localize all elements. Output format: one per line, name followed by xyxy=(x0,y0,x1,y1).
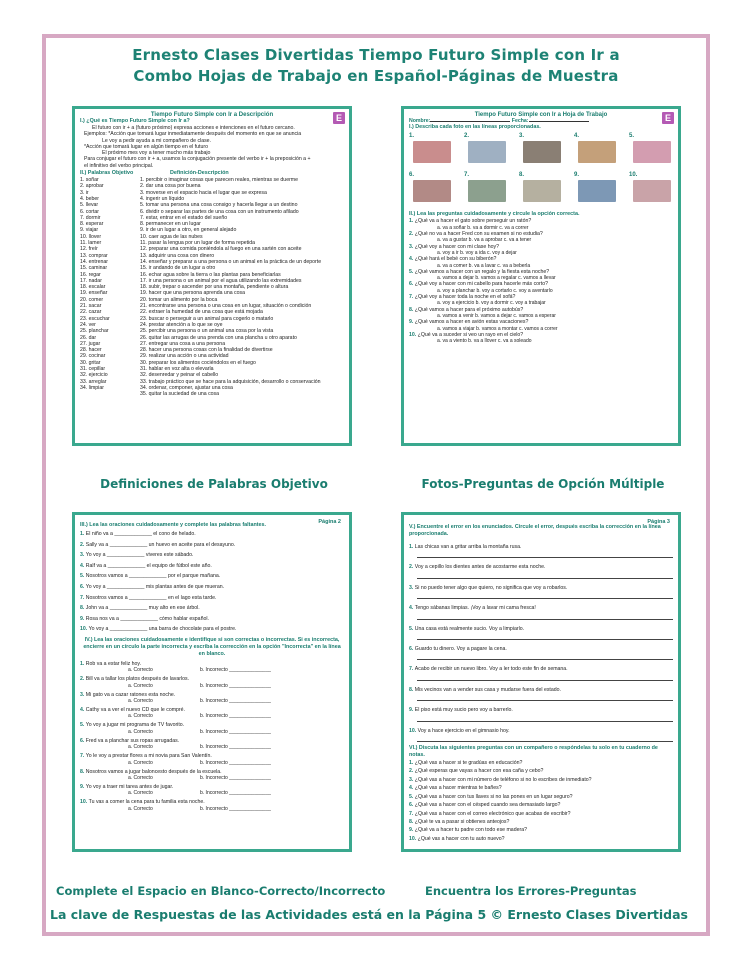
page-number: Página 2 xyxy=(318,519,341,525)
discussion-question: 4. ¿Qué vas a hacer mientras te bañes? xyxy=(409,785,502,792)
target-word: 32. ejercicio xyxy=(80,372,108,379)
error-sentence: 1. Las chicas van a gritar arriba la montaña rusa. xyxy=(409,544,522,550)
card4-section5: V.) Encuentre el error en los enunciados. Circule el error, después escriba la corrección en la línea proporcionada. xyxy=(409,524,661,537)
question: 1. ¿Qué va a hacer el gato sobre perseguir un ratón? xyxy=(409,218,532,225)
intro-line: Le voy a pedir ayuda a mi compañero de clase. xyxy=(102,137,212,144)
card2-section1: I.) Describa cada foto en las líneas proporcionadas. xyxy=(409,124,541,131)
correct-option: a. Correcto xyxy=(128,728,153,735)
photo-number: 10. xyxy=(629,172,638,179)
tf-options xyxy=(80,713,344,719)
tf-sentence: 2. Bill va a tallar los platos después de lavarlos. xyxy=(80,676,190,683)
card2-header: Tiempo Futuro Simple con Ir a Hoja de Trabajo xyxy=(474,112,608,118)
fill-sentence: 2. Sally va a _____________ un huevo en aceite para el desayuno. xyxy=(80,541,236,548)
definition: 25. percibir una persona o un animal una cosa por la vista xyxy=(140,328,274,335)
incorrect-option: b. Incorrecto _______________ xyxy=(200,713,271,720)
question: 7. ¿Qué voy a hacer toda la noche en el sofá? xyxy=(409,293,516,300)
photo-item xyxy=(574,172,618,208)
tf-sentence: 5. Yo voy a jugar mi programa de TV favorito. xyxy=(80,722,185,729)
fill-sentence: 1. El niño va a _____________ el cono de helado. xyxy=(80,531,196,537)
discussion-question: 2. ¿Qué esperas que vayas a hacer con esa caña y cebo? xyxy=(409,768,544,775)
target-word: 27. jugar xyxy=(80,340,101,347)
target-word: 26. dar xyxy=(80,334,97,341)
target-word: 8. esperar xyxy=(80,221,104,228)
target-word: 28. hacer xyxy=(80,347,102,354)
photo-item xyxy=(409,133,453,169)
fill-sentence: 9. Rosa nos va a _____________ cómo hablar español. xyxy=(80,615,209,622)
incorrect-option: b. Incorrecto _______________ xyxy=(200,697,271,704)
definition: 26. quitar las arrugas de una prenda con una plancha u otro aparato xyxy=(140,334,297,341)
card1-header: Tiempo Futuro Simple con Ir a Descripción xyxy=(150,112,274,118)
photo-item xyxy=(629,133,673,169)
incorrect-option: b. Incorrecto _______________ xyxy=(200,774,271,781)
answer-options: a. voy a ejercicio b. voy a dormir c. voy a trabajar xyxy=(437,300,546,307)
photo-image xyxy=(578,141,616,163)
target-word: 14. entrenar xyxy=(80,258,108,265)
card1-intro xyxy=(80,125,344,169)
answer-line xyxy=(417,716,673,722)
answer-line xyxy=(417,573,673,579)
fill-sentence: 5. Nosotros vamos a _____________ por el parque mañana. xyxy=(80,573,221,580)
worksheet-fill-blank-preview xyxy=(72,512,352,852)
definition: 31. hablar en voz alta o elevarla xyxy=(140,365,214,372)
intro-line: Para conjugar el futuro con ir + a, usamos la conjugación presente del verbo ir + la preposición a + xyxy=(84,156,311,163)
answer-options: a. voy a ir b. voy a ida c. voy a dejar xyxy=(437,249,517,256)
tf-options xyxy=(80,760,344,766)
target-word: 6. cortar xyxy=(80,208,100,215)
page-title-line1: Ernesto Clases Divertidas Tiempo Futuro Simple con Ir a xyxy=(132,46,620,64)
photo-item xyxy=(464,133,508,169)
tf-options xyxy=(80,744,344,750)
nombre-label: Nombre: xyxy=(409,118,431,124)
photo-image xyxy=(523,141,561,163)
answer-line xyxy=(417,634,673,640)
target-word: 34. limpiar xyxy=(80,384,104,391)
error-sentence: 5. Una casa está realmente sucio. Voy a limpiarlo. xyxy=(409,625,525,632)
question: 6. ¿Qué voy a hacer con mi cabello para hacerle más corto? xyxy=(409,281,548,288)
answer-line xyxy=(417,593,673,599)
error-sentence: 9. El piso está muy sucio pero voy a barrerlo. xyxy=(409,707,513,714)
photo-number: 5. xyxy=(629,133,635,140)
photo-image xyxy=(523,180,561,202)
card1-section2-left: II.) Palabras Objetivo xyxy=(80,170,134,177)
caption-definitions: Definiciones de Palabras Objetivo xyxy=(100,477,328,491)
card3-section3: III.) Lea las oraciones cuidadosamente y complete las palabras faltantes. xyxy=(80,522,267,528)
brand-logo-icon: E xyxy=(662,112,674,124)
fill-sentence: 8. John va a _____________ muy alto en ese árbol. xyxy=(80,605,200,612)
target-word: 24. ver xyxy=(80,321,96,328)
definition: 13. adquirir una cosa con dinero xyxy=(140,252,215,259)
photo-item xyxy=(409,172,453,208)
answer-line xyxy=(417,654,673,660)
discussion-question: 5. ¿Qué vas a hacer con tus llaves si no las pones en un lugar seguro? xyxy=(409,793,573,800)
tf-sentence: 8. Nosotros vamos a jugar baloncesto después de la escuela. xyxy=(80,768,222,775)
error-sentence: 4. Tengo sábanas limpias. ¡Voy a lavar mi cama fresca! xyxy=(409,605,536,612)
target-word: 19. enseñar xyxy=(80,290,108,297)
photo-image xyxy=(468,180,506,202)
tf-options xyxy=(80,775,344,781)
intro-line: el infinitivo del verbo principal. xyxy=(84,162,154,169)
page-number: Página 3 xyxy=(647,519,670,525)
photo-image xyxy=(413,141,451,163)
photo-image xyxy=(633,180,671,202)
discussion-question: 10. ¿Qué vas a hacer con tu auto nuevo? xyxy=(409,835,505,842)
target-word: 2. aprobar xyxy=(80,183,104,190)
photo-row-1 xyxy=(409,133,673,169)
target-word: 11. lamer xyxy=(80,240,102,247)
definition: 2. dar una cosa por buena xyxy=(140,183,201,190)
card3-true-false-list xyxy=(80,661,344,812)
intro-line: *Acción que tomará lugar en algún tiempo en el futuro xyxy=(84,143,209,150)
error-sentence: 10. Voy a hace ejercicio en el gimnasio hoy. xyxy=(409,727,510,734)
page-title-line2: Combo Hojas de Trabajo en Español-Páginas de Muestra xyxy=(133,67,619,85)
definition: 22. extraer la humedad de una cosa que está mojada xyxy=(140,309,263,316)
definition: 35. quitar la suciedad de una cosa xyxy=(140,391,220,398)
card1-definition-list xyxy=(140,177,344,397)
question: 10. ¿Qué va a suceder si veo un rayo en el cielo? xyxy=(409,331,524,338)
brand-logo-icon: E xyxy=(333,112,345,124)
answer-options: a. vamos a viajar b. vamos a montar c. vamos a correr xyxy=(437,325,558,332)
definition: 18. subir, trepar o ascender por una montaña, pendiente o altura xyxy=(140,284,289,291)
tf-sentence: 1. Rob va a estar feliz hoy. xyxy=(80,660,142,667)
photo-number: 3. xyxy=(519,133,525,140)
answer-line xyxy=(417,736,673,742)
answer-line xyxy=(417,614,673,620)
discussion-question: 6. ¿Qué vas a hacer con el césped cuando sea demasiado largo? xyxy=(409,802,561,809)
target-word: 17. nadar xyxy=(80,277,102,284)
correct-option: a. Correcto xyxy=(128,790,153,797)
answer-line xyxy=(417,695,673,701)
target-word: 5. llevar xyxy=(80,202,99,209)
question: 8. ¿Qué vamos a hacer para el próximo autobús? xyxy=(409,306,524,313)
definition: 27. entregar una cosa a una persona xyxy=(140,340,226,347)
definition: 15. ir andando de un lugar a otro xyxy=(140,265,216,272)
answer-options: a. va a comer b. va a lavar c. va a beberla xyxy=(437,262,531,269)
question: 2. ¿Qué no va a hacer Fred con su examen si no estudia? xyxy=(409,230,543,237)
photo-image xyxy=(413,180,451,202)
target-word: 15. caminar xyxy=(80,265,108,272)
answer-line xyxy=(417,552,673,558)
correct-option: a. Correcto xyxy=(128,759,153,766)
tf-sentence: 6. Fred va a planchar sus ropas arrugadas. xyxy=(80,737,180,744)
target-word: 31. cepillar xyxy=(80,365,106,372)
definition: 7. estar, entrar en el estado del sueño xyxy=(140,214,228,221)
correct-option: a. Correcto xyxy=(128,805,153,812)
definition: 17. ir una persona o un animal por el agua utilizando las extremidades xyxy=(140,277,302,284)
discussion-question: 8. ¿Qué te va a pasar si obtienes anteojos? xyxy=(409,818,510,825)
worksheet-definitions-preview xyxy=(72,106,352,446)
question: 9. ¿Qué vamos a hacer en avión estas vacaciones? xyxy=(409,319,529,326)
definition: 9. ir de un lugar a otro, en general alejado xyxy=(140,227,237,234)
worksheet-photo-questions-preview xyxy=(401,106,681,446)
definition: 34. ordenar, componer, ajustar una cosa xyxy=(140,384,233,391)
answer-options: a. voy a planchar b. voy a cortarlo c. voy a aventarlo xyxy=(437,287,553,294)
target-word: 3. ir xyxy=(80,189,89,196)
tf-sentence: 4. Cathy va a ver el nuevo CD que le compré. xyxy=(80,706,185,713)
footer-answer-key: La clave de Respuestas de las Actividades está en la Página 5 © Ernesto Clases Divertidas xyxy=(50,907,688,922)
definition: 32. desenredar y peinar el cabello xyxy=(140,372,219,379)
definition: 19. hacer que una persona aprenda una cosa xyxy=(140,290,245,297)
target-word: 9. viajar xyxy=(80,227,99,234)
correct-option: a. Correcto xyxy=(128,774,153,781)
definition: 16. echar agua sobre la tierra o las plantas para beneficiarlas xyxy=(140,271,281,278)
correct-option: a. Correcto xyxy=(128,667,153,674)
definition: 5. tomar una persona una cosa consigo y hacerla llegar a un destino xyxy=(140,202,298,209)
photo-item xyxy=(574,133,618,169)
photo-number: 9. xyxy=(574,172,580,179)
intro-line: El futuro con ir + a (futuro próximo) expresa acciones e intenciones en el futuro cercano. xyxy=(92,125,295,131)
photo-image xyxy=(468,141,506,163)
target-word: 21. sacar xyxy=(80,303,102,310)
definition: 6. dividir o separar las partes de una cosa con un instrumento afilado xyxy=(140,208,299,215)
error-sentence: 2. Voy a cepillo los dientes antes de acostarme esta noche. xyxy=(409,564,546,571)
target-word: 4. beber xyxy=(80,195,100,202)
target-word: 23. escuchar xyxy=(80,315,110,322)
target-word: 30. gritar xyxy=(80,359,101,366)
target-word: 18. escalar xyxy=(80,284,106,291)
tf-sentence: 10. Tu vas a comer la cena para tu familia esta noche. xyxy=(80,799,205,806)
definition: 8. permanecer en un lugar xyxy=(140,221,201,228)
card4-discussion-list xyxy=(409,759,673,843)
card3-fill-list xyxy=(80,529,344,635)
incorrect-option: b. Incorrecto _______________ xyxy=(200,744,271,751)
photo-number: 1. xyxy=(409,133,415,140)
photo-number: 6. xyxy=(409,172,415,179)
tf-options xyxy=(80,698,344,704)
answer-options: a. vamos a venir b. vamos a dejar c. vamos a esperar xyxy=(437,312,556,319)
tf-options xyxy=(80,790,344,796)
fill-sentence: 10. Yo voy a _____________ una barra de chocolate para el postre. xyxy=(80,626,237,633)
incorrect-option: b. Incorrecto _______________ xyxy=(200,759,271,766)
correct-option: a. Correcto xyxy=(128,744,153,751)
definition: 30. preparar los alimentos cociéndolos en el fuego xyxy=(140,359,256,366)
target-word: 29. cocinar xyxy=(80,353,106,360)
target-word: 12. freír xyxy=(80,246,98,253)
incorrect-option: b. Incorrecto _______________ xyxy=(200,805,271,812)
target-word: 7. dormir xyxy=(80,214,101,221)
card3-section4: IV.) Lea las oraciones cuidadosamente e identifique si son correctas o incorrectas. Si es incorrecta, encierre en un círculo la parte incorrecta y escriba la corrección en la opción "Incorrecta" en la línea en blanco. xyxy=(83,636,341,657)
target-word: 1. soñar xyxy=(80,177,99,184)
caption-find-errors: Encuentra los Errores-Preguntas xyxy=(425,884,637,898)
correct-option: a. Correcto xyxy=(128,682,153,689)
photo-item xyxy=(519,133,563,169)
intro-line: El próximo mes voy a tener mucho más trabajo xyxy=(102,150,211,157)
definition: 28. hacer una persona cosas con la finalidad de divertirse xyxy=(140,347,273,354)
card2-question-list xyxy=(409,218,673,344)
correct-option: a. Correcto xyxy=(128,713,153,720)
question: 5. ¿Qué vamos a hacer con un regalo y la fiesta esta noche? xyxy=(409,268,550,275)
card2-section2: II.) Lea las preguntas cuidadosamente y circule la opción correcta. xyxy=(409,211,580,218)
intro-line: Ejemplos: *Acción que tomará lugar inmediatamente después del momento en que se anuncia xyxy=(84,131,302,138)
tf-options xyxy=(80,667,344,673)
incorrect-option: b. Incorrecto _______________ xyxy=(200,682,271,689)
answer-options: a. va a soñar b. va a dormir c. va a correr xyxy=(437,224,529,231)
correct-option: a. Correcto xyxy=(128,697,153,704)
tf-sentence: 3. Mi gato va a cazar ratones esta noche. xyxy=(80,691,176,698)
error-sentence: 3. Si no puedo tener algo que quiero, no significa que voy a robarlos. xyxy=(409,584,568,591)
discussion-question: 7. ¿Qué vas a hacer con el correo electrónico que acabas de escribir? xyxy=(409,810,571,817)
photo-number: 8. xyxy=(519,172,525,179)
definition: 23. buscar o perseguir a un animal para cogerlo o matarlo xyxy=(140,315,274,322)
definition: 1. percibir o imaginar cosas que parecen reales, mientras se duerme xyxy=(140,177,299,184)
fill-sentence: 4. Ralf va a _____________ el equipo de fútbol este año. xyxy=(80,562,212,569)
definition: 12. preparar una comida poniéndola al fuego en una sartén con aceite xyxy=(140,246,302,253)
target-word: 33. arreglar xyxy=(80,378,107,385)
definition: 4. ingerir un líquido xyxy=(140,195,185,202)
answer-options: a. va a gustar b. va a aprobar c. va a tener xyxy=(437,237,532,244)
fill-sentence: 6. Yo voy a _____________ mis plantas antes de que mueran. xyxy=(80,583,225,590)
answer-options: a. vamos a dejar b. vamos a regalar c. vamos a llevar xyxy=(437,275,556,282)
photo-item xyxy=(519,172,563,208)
card1-section2-right: Definición-Descripción xyxy=(170,170,229,177)
definition: 29. realizar una acción o una actividad xyxy=(140,353,229,360)
tf-options xyxy=(80,683,344,689)
definition: 3. moverse en el espacio hacia el lugar que se expresa xyxy=(140,189,267,196)
card1-section1: I.) ¿Qué es Tiempo Futuro Simple con Ir a? xyxy=(80,118,190,124)
tf-options xyxy=(80,806,344,812)
answer-options: a. va a viento b. va a llover c. va a soleado xyxy=(437,338,532,345)
error-sentence: 8. Mis vecinos van a vender sus casa y mudarse fuera del estado. xyxy=(409,686,561,693)
caption-fill-blank: Complete el Espacio en Blanco-Correcto/Incorrecto xyxy=(56,884,386,898)
photo-number: 2. xyxy=(464,133,470,140)
photo-row-2 xyxy=(409,172,673,208)
target-word: 25. planchar xyxy=(80,328,109,335)
photo-item xyxy=(629,172,673,208)
discussion-question: 1. ¿Qué vas a hacer si te gradúas en educación? xyxy=(409,760,523,767)
card4-section6: VI.) Discuta las siguientes preguntas con un compañero o respóndelas tu solo en tu cuaderno de notas. xyxy=(409,745,658,759)
answer-line xyxy=(417,675,673,681)
definition: 33. trabajo práctico que se hace para la adquisición, desarrollo o conservación xyxy=(140,378,321,385)
photo-number: 7. xyxy=(464,172,470,179)
error-sentence: 6. Guardo tu dinero. Voy a pagare la cena. xyxy=(409,646,507,653)
card1-word-list xyxy=(80,177,140,397)
photo-number: 4. xyxy=(574,133,580,140)
fill-sentence: 7. Nosotros vamos a _____________ en el lago esta tarde. xyxy=(80,594,217,601)
fill-sentence: 3. Yo voy a _____________ viveres este sábado. xyxy=(80,552,194,559)
definition: 24. prestar atención a lo que se oye xyxy=(140,321,223,328)
photo-item xyxy=(464,172,508,208)
caption-photo-questions: Fotos-Preguntas de Opción Múltiple xyxy=(421,477,665,491)
card4-error-list xyxy=(409,544,673,742)
error-sentence: 7. Acabo de recibir un nuevo libro. Voy a ler todo este fin de semana. xyxy=(409,666,568,673)
photo-image xyxy=(578,180,616,202)
definition: 10. caer agua de las nubes xyxy=(140,233,203,240)
discussion-question: 9. ¿Qué va a hacer tu padre con todo ese madera? xyxy=(409,827,527,834)
target-word: 22. cazar xyxy=(80,309,102,316)
definition: 21. encontrarse una persona o una cosa en un lugar, situación o condición xyxy=(140,303,312,310)
worksheet-find-errors-preview xyxy=(401,512,681,852)
incorrect-option: b. Incorrecto _______________ xyxy=(200,728,271,735)
definition: 20. tomar un alimento por la boca xyxy=(140,296,218,303)
incorrect-option: b. Incorrecto _______________ xyxy=(200,790,271,797)
tf-options xyxy=(80,729,344,735)
tf-sentence: 9. Yo voy a traer mi tarea antes de jugar. xyxy=(80,783,174,790)
question: 3. ¿Qué voy a hacer con mi clase hoy? xyxy=(409,243,499,250)
target-word: 13. comprar xyxy=(80,252,108,259)
tf-sentence: 7. Yo le voy a prestar flores a mi novia para San Valentín. xyxy=(80,753,212,760)
question: 4. ¿Qué hará el bebé con su biberón? xyxy=(409,256,497,263)
definition: 11. pasar la lengua por un lugar de forma repetida xyxy=(140,240,255,247)
photo-image xyxy=(633,141,671,163)
fecha-label: Fecha: xyxy=(511,118,529,124)
incorrect-option: b. Incorrecto _______________ xyxy=(200,667,271,674)
discussion-question: 3. ¿Qué vas a hacer con mi número de teléfono si no lo escribes de inmediato? xyxy=(409,776,592,783)
target-word: 20. comer xyxy=(80,296,104,303)
target-word: 16. regar xyxy=(80,271,101,278)
definition: 14. enseñar y preparar a una persona o un animal en la práctica de un deporte xyxy=(140,258,322,265)
target-word: 10. llover xyxy=(80,233,102,240)
